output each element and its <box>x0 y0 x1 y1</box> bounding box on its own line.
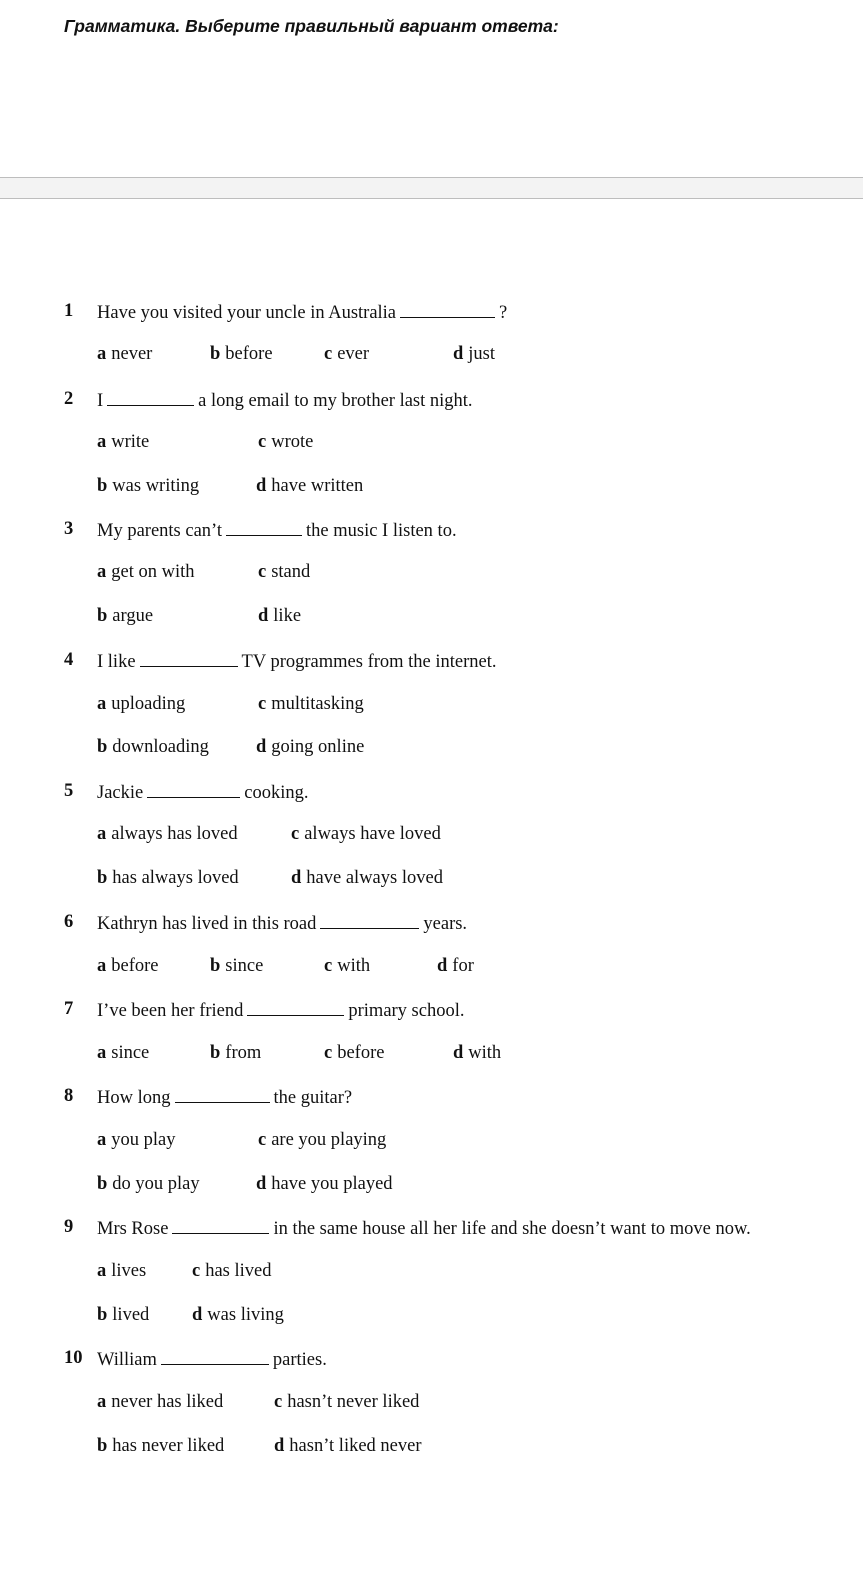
question-text-after: TV programmes from the internet. <box>241 652 497 672</box>
answer-blank[interactable] <box>172 1218 269 1234</box>
page-heading: Грамматика. Выберите правильный вариант ответа: <box>64 16 559 36</box>
question-text-before: I <box>97 391 104 411</box>
option-letter: c <box>192 1261 201 1281</box>
question-text-before: Kathryn has lived in this road <box>97 914 317 934</box>
separator-bar <box>0 177 863 199</box>
question-number: 1 <box>64 301 74 321</box>
option-text: before <box>337 1043 385 1063</box>
option-letter: c <box>258 432 267 452</box>
answer-option[interactable] <box>274 1393 419 1412</box>
option-text: has never liked <box>112 1436 225 1456</box>
answer-option[interactable] <box>97 957 159 976</box>
option-letter: d <box>256 737 267 757</box>
answer-option[interactable] <box>453 345 495 364</box>
question-text-after: cooking. <box>244 783 309 803</box>
option-letter: b <box>210 1043 221 1063</box>
question-number: 4 <box>64 650 74 670</box>
question-text <box>97 1087 352 1108</box>
option-text: since <box>111 1043 150 1063</box>
question-number: 10 <box>64 1348 83 1368</box>
question-number: 2 <box>64 389 74 409</box>
answer-option[interactable] <box>192 1262 272 1281</box>
answer-option[interactable] <box>97 738 209 757</box>
answer-option[interactable] <box>97 1131 175 1150</box>
answer-option[interactable] <box>97 1393 223 1412</box>
option-letter: a <box>97 432 107 452</box>
question-text <box>97 651 497 672</box>
question-text-before: I like <box>97 652 136 672</box>
option-letter: d <box>453 344 464 364</box>
answer-option[interactable] <box>97 433 149 452</box>
question-text <box>97 520 457 541</box>
option-text: hasn’t never liked <box>287 1392 420 1412</box>
option-text: always have loved <box>304 824 441 844</box>
option-letter: a <box>97 1043 107 1063</box>
question-text <box>97 1218 751 1239</box>
answer-option[interactable] <box>210 957 263 976</box>
answer-option[interactable] <box>258 607 301 626</box>
option-letter: b <box>97 1436 108 1456</box>
question-text <box>97 913 467 934</box>
option-text: for <box>452 956 474 976</box>
answer-option[interactable] <box>97 825 238 844</box>
answer-option[interactable] <box>97 1175 200 1194</box>
option-letter: c <box>324 344 333 364</box>
answer-option[interactable] <box>97 1262 146 1281</box>
answer-option[interactable] <box>97 345 152 364</box>
option-letter: c <box>258 562 267 582</box>
option-text: stand <box>271 562 311 582</box>
option-text: write <box>111 432 150 452</box>
answer-option[interactable] <box>97 1437 224 1456</box>
question-text <box>97 302 507 323</box>
answer-option[interactable] <box>97 477 199 496</box>
option-text: has lived <box>205 1261 272 1281</box>
option-letter: c <box>291 824 300 844</box>
option-text: never <box>111 344 153 364</box>
option-letter: d <box>437 956 448 976</box>
question-text-after: in the same house all her life and she doesn’t want to move now. <box>273 1219 751 1239</box>
option-text: wrote <box>271 432 314 452</box>
option-letter: b <box>97 606 108 626</box>
option-letter: a <box>97 824 107 844</box>
answer-option[interactable] <box>256 1175 393 1194</box>
option-letter: a <box>97 956 107 976</box>
answer-option[interactable] <box>258 1131 386 1150</box>
option-letter: d <box>256 476 267 496</box>
answer-option[interactable] <box>291 869 443 888</box>
option-text: hasn’t liked never <box>289 1436 422 1456</box>
answer-option[interactable] <box>324 957 370 976</box>
option-text: have written <box>271 476 364 496</box>
answer-blank[interactable] <box>175 1087 270 1103</box>
question-number: 6 <box>64 912 74 932</box>
question-text <box>97 1000 465 1021</box>
answer-option[interactable] <box>256 477 363 496</box>
question-text-before: How long <box>97 1088 171 1108</box>
answer-option[interactable] <box>324 345 369 364</box>
option-letter: b <box>97 1174 108 1194</box>
answer-option[interactable] <box>258 433 313 452</box>
option-text: have you played <box>271 1174 393 1194</box>
question-text-before: Have you visited your uncle in Australia <box>97 303 397 323</box>
option-text: get on with <box>111 562 195 582</box>
option-letter: d <box>291 868 302 888</box>
option-letter: c <box>324 1043 333 1063</box>
option-text: do you play <box>112 1174 200 1194</box>
option-letter: d <box>274 1436 285 1456</box>
question-text-after: ? <box>499 303 508 323</box>
question-number: 9 <box>64 1217 74 1237</box>
option-letter: d <box>453 1043 464 1063</box>
answer-blank[interactable] <box>147 782 240 798</box>
option-text: always has loved <box>111 824 238 844</box>
option-letter: c <box>258 694 267 714</box>
answer-option[interactable] <box>258 563 310 582</box>
question-text-after: a long email to my brother last night. <box>198 391 473 411</box>
option-text: downloading <box>112 737 209 757</box>
answer-option[interactable] <box>256 738 364 757</box>
option-text: are you playing <box>271 1130 387 1150</box>
answer-option[interactable] <box>97 1044 149 1063</box>
answer-option[interactable] <box>97 695 185 714</box>
option-text: was living <box>207 1305 284 1325</box>
option-letter: b <box>210 344 221 364</box>
option-text: was writing <box>112 476 200 496</box>
answer-blank[interactable] <box>140 651 238 667</box>
option-letter: d <box>192 1305 203 1325</box>
option-letter: b <box>97 737 108 757</box>
answer-option[interactable] <box>97 1306 149 1325</box>
option-text: with <box>468 1043 502 1063</box>
answer-blank[interactable] <box>320 913 419 929</box>
question-number: 5 <box>64 781 74 801</box>
option-text: multitasking <box>271 694 364 714</box>
answer-option[interactable] <box>324 1044 384 1063</box>
option-letter: a <box>97 1130 107 1150</box>
question-text-before: Mrs Rose <box>97 1219 169 1239</box>
answer-option[interactable] <box>258 695 364 714</box>
option-letter: b <box>210 956 221 976</box>
answer-option[interactable] <box>210 345 273 364</box>
answer-option[interactable] <box>274 1437 422 1456</box>
option-text: from <box>225 1043 262 1063</box>
answer-option[interactable] <box>97 607 153 626</box>
option-text: argue <box>112 606 154 626</box>
answer-option[interactable] <box>192 1306 284 1325</box>
option-letter: b <box>97 476 108 496</box>
question-text-before: My parents can’t <box>97 521 223 541</box>
option-text: like <box>273 606 302 626</box>
option-text: lived <box>112 1305 150 1325</box>
option-letter: a <box>97 344 107 364</box>
question-text <box>97 390 473 411</box>
answer-option[interactable] <box>210 1044 261 1063</box>
option-text: has always loved <box>112 868 239 888</box>
option-text: you play <box>111 1130 176 1150</box>
option-text: never has liked <box>111 1392 224 1412</box>
option-text: lives <box>111 1261 147 1281</box>
option-text: with <box>337 956 371 976</box>
question-text-after: the music I listen to. <box>306 521 457 541</box>
question-text-after: the guitar? <box>273 1088 353 1108</box>
option-text: ever <box>337 344 370 364</box>
answer-blank[interactable] <box>400 302 495 318</box>
answer-option[interactable] <box>437 957 474 976</box>
option-text: have always loved <box>306 868 443 888</box>
option-letter: a <box>97 1261 107 1281</box>
option-letter: d <box>256 1174 267 1194</box>
option-text: just <box>468 344 496 364</box>
question-text <box>97 1349 327 1370</box>
option-letter: a <box>97 1392 107 1412</box>
question-text-after: primary school. <box>348 1001 465 1021</box>
question-number: 8 <box>64 1086 74 1106</box>
option-letter: c <box>324 956 333 976</box>
option-letter: a <box>97 694 107 714</box>
answer-option[interactable] <box>291 825 441 844</box>
question-text-before: Jackie <box>97 783 144 803</box>
option-text: before <box>225 344 273 364</box>
option-letter: b <box>97 868 108 888</box>
question-text-before: William <box>97 1350 157 1370</box>
answer-option[interactable] <box>97 563 195 582</box>
question-text <box>97 782 308 803</box>
question-text-after: years. <box>423 914 468 934</box>
answer-option[interactable] <box>453 1044 501 1063</box>
answer-option[interactable] <box>97 869 239 888</box>
answer-blank[interactable] <box>247 1000 344 1016</box>
option-letter: b <box>97 1305 108 1325</box>
option-text: before <box>111 956 159 976</box>
answer-blank[interactable] <box>107 390 194 406</box>
option-text: uploading <box>111 694 186 714</box>
option-text: since <box>225 956 264 976</box>
option-letter: d <box>258 606 269 626</box>
option-letter: a <box>97 562 107 582</box>
question-number: 3 <box>64 519 74 539</box>
question-text-after: parties. <box>272 1350 327 1370</box>
question-number: 7 <box>64 999 74 1019</box>
question-text-before: I’ve been her friend <box>97 1001 244 1021</box>
answer-blank[interactable] <box>161 1349 269 1365</box>
option-letter: c <box>274 1392 283 1412</box>
answer-blank[interactable] <box>226 520 302 536</box>
option-text: going online <box>271 737 365 757</box>
option-letter: c <box>258 1130 267 1150</box>
